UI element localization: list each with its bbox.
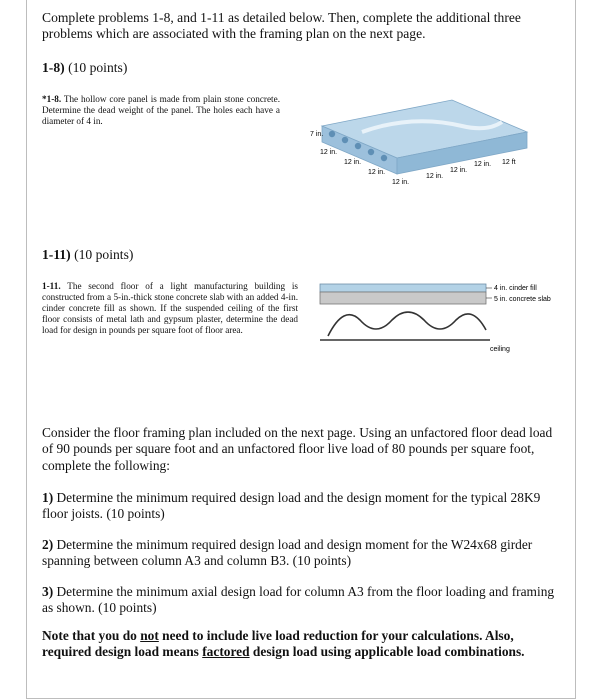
svg-text:12 in.: 12 in. (392, 179, 410, 186)
svg-text:12 in.: 12 in. (344, 159, 362, 166)
cinder-fill-label: 4 in. cinder fill (494, 285, 537, 292)
svg-text:12 in.: 12 in. (368, 169, 386, 176)
framing-item-3-number: 3) (42, 584, 54, 599)
framing-item-1-text: Determine the minimum required design load and the design moment for the typical 28K9 floor joists. (10 points) (42, 490, 541, 522)
hollow-core-panel-figure (302, 92, 562, 192)
problem-1-11-body: The second floor of a light manufacturing building is constructed from a 5-in.-thick stone concrete slab with an added 4-in. cinder concrete fill as shown. If the suspended ceiling of the first floor consists of metal lath and gypsum plaster, determine the dead load for design in pounds per square foot of floor area. (42, 281, 298, 335)
problem-1-8-text (42, 94, 280, 127)
cinder-fill-layer (320, 284, 486, 292)
concrete-slab-label: 5 in. concrete slab (494, 296, 551, 303)
problem-1-11-points: (10 points) (74, 247, 134, 262)
problem-1-8-label: *1-8. (42, 94, 62, 104)
problem-1-11-number: 1-11) (42, 247, 71, 262)
note-paragraph: Note that you do not need to include live load reduction for your calculations. Also, required design load means factored design load using applicable load combinations. (42, 628, 525, 660)
note-not-emphasis: not (140, 628, 159, 643)
problem-1-11-heading (42, 247, 133, 263)
framing-item-1 (42, 490, 564, 523)
problem-1-11-text (42, 281, 298, 336)
framing-item-3 (42, 584, 564, 617)
note-factored-emphasis: factored (202, 644, 250, 660)
svg-text:12 in.: 12 in. (474, 161, 492, 168)
framing-item-2 (42, 537, 564, 570)
slab-section-figure (314, 280, 564, 354)
framing-item-3-text: Determine the minimum axial design load for column A3 from the floor loading and framing as shown. (10 points) (42, 584, 555, 616)
problem-1-11-label: 1-11. (42, 281, 61, 291)
panel-thickness-label: 7 in. (310, 131, 324, 138)
problem-1-8-number: 1-8) (42, 60, 65, 75)
framing-intro: Consider the floor framing plan included on the next page. Using an unfactored floor dead load of 90 pounds per square foot and an unfactored floor live load of 80 pounds per square foot, complete the following: (42, 425, 553, 473)
concrete-slab-layer (320, 292, 486, 304)
problem-1-8-heading (42, 60, 127, 76)
intro-paragraph: Complete problems 1-8, and 1-11 as detailed below. Then, complete the additional three problems which are associated with the framing plan on the next page. (42, 10, 521, 41)
problem-1-8-body: The hollow core panel is made from plain stone concrete. Determine the dead weight of the panel. The holes each have a diameter of 4 in. (42, 94, 280, 126)
svg-text:12 in.: 12 in. (426, 173, 444, 180)
ceiling-label: ceiling (490, 346, 510, 353)
ceiling-hanger-wire (328, 312, 486, 336)
panel-length-label: 12 ft (502, 159, 516, 166)
framing-item-2-text: Determine the minimum required design load and design moment for the W24x68 girder spanning between column A3 and column B3. (10 points) (42, 537, 533, 569)
framing-item-1-number: 1) (42, 490, 54, 505)
svg-text:12 in.: 12 in. (450, 167, 468, 174)
framing-item-2-number: 2) (42, 537, 54, 552)
svg-text:12 in.: 12 in. (320, 149, 338, 156)
problem-1-8-points: (10 points) (68, 60, 128, 75)
